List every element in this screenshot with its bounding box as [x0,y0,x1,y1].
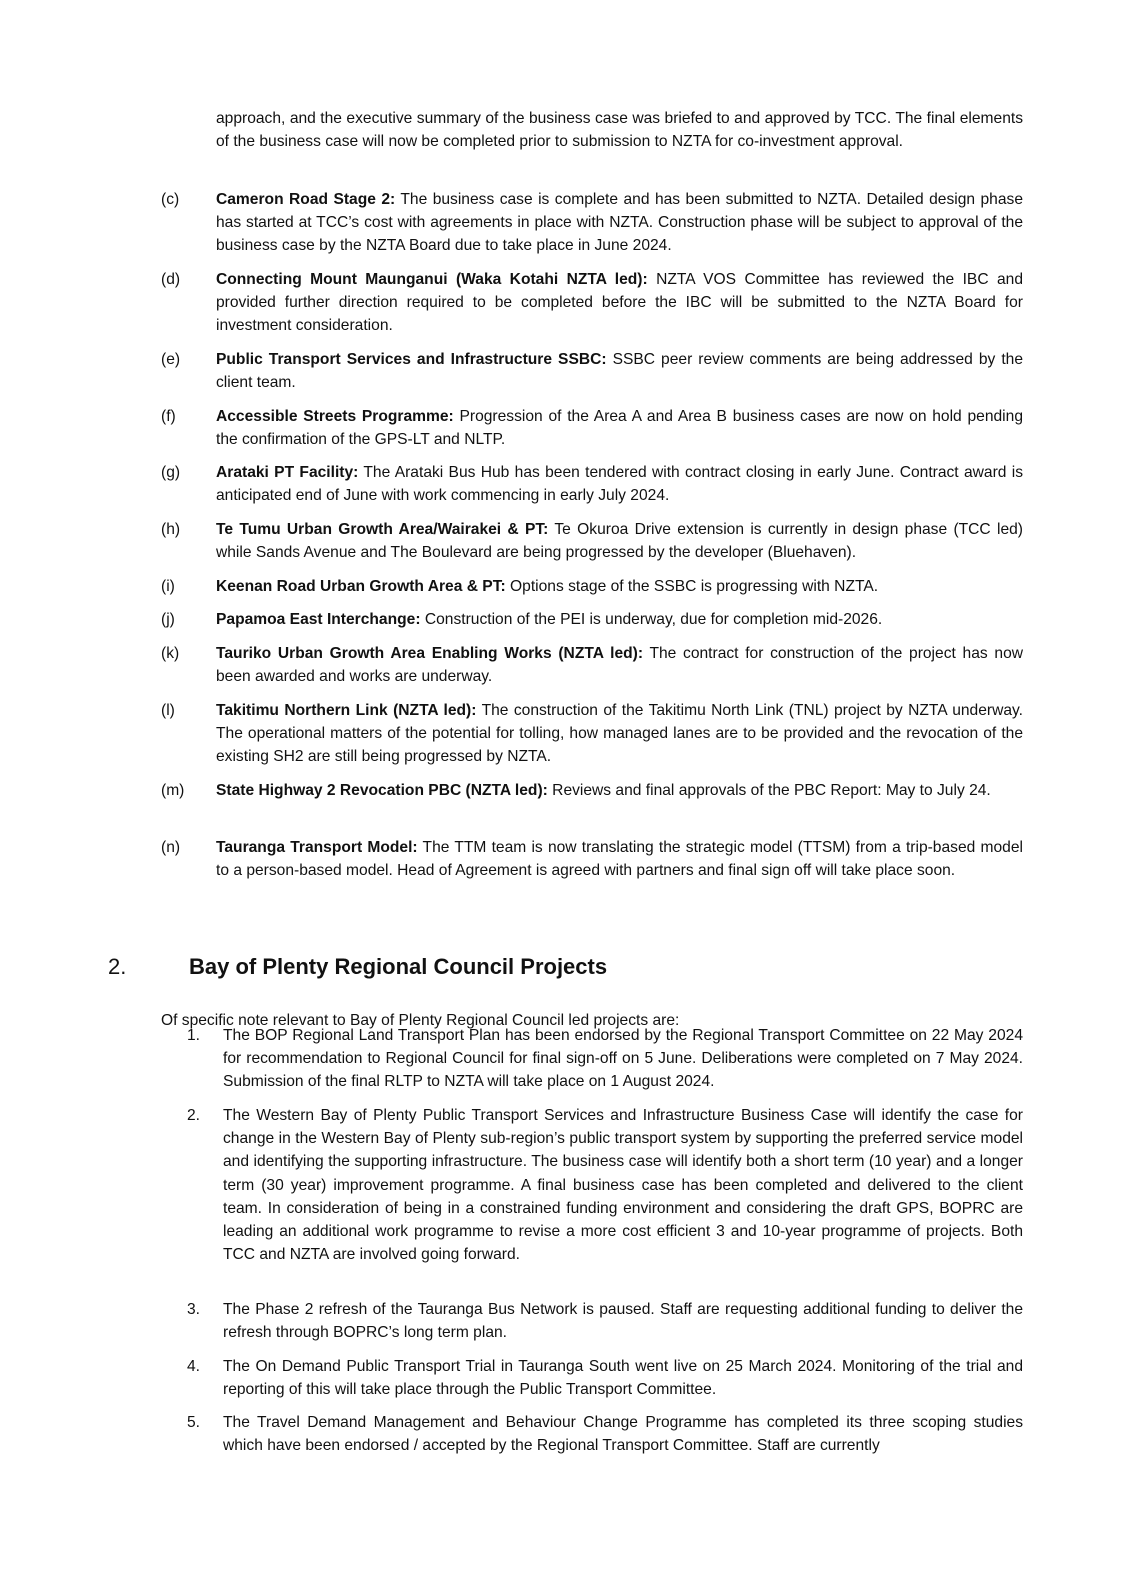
item-text: The BOP Regional Land Transport Plan has been endorsed by the Regional Transport Committee on 22 May 2024 for recommendation to Regional Council for final sign-off on 5 June. Deliberations were completed on 7 May 2024. Submission of the final RLTP to NZTA will take place on 1 August 2024. [223,1027,1023,1091]
item-text: Construction of the PEI is underway, due for completion mid-2026. [420,611,883,628]
item-text: The Western Bay of Plenty Public Transport Services and Infrastructure Business Case will identify the case for change in the Western Bay of Plenty sub-region’s public transport system by supporting the preferred service model and identifying the supporting infrastructure. The business case will identify both a short term (10 year) and a longer term (30 year) improvement programme. A final business case has been completed and delivered to the client team. In consideration of being in a constrained funding environment and considering the draft GPS, BOPRC are leading an additional work programme to revise a more cost efficient 3 and 10-year programme of projects. Both TCC and NZTA are involved going forward. [223,1107,1023,1264]
item-body [216,836,1023,882]
continuation-paragraph: approach, and the executive summary of the business case was briefed to and approved by TCC. The final elements of the business case will now be completed prior to submission to NZTA for co-investment approval. [216,110,1023,151]
item-body [216,348,1023,394]
item-label: (e) [161,351,181,368]
item-text: Reviews and final approvals of the PBC Report: May to July 24. [547,782,991,799]
item-body [216,608,1023,631]
item-term: Connecting Mount Maunganui (Waka Kotahi NZTA led): [216,271,648,288]
item-term: Accessible Streets Programme: [216,408,454,425]
item-label: (m) [161,782,185,799]
item-label: (f) [161,408,176,425]
item-body [216,518,1023,564]
item-term: Tauriko Urban Growth Area Enabling Works (NZTA led): [216,645,644,662]
item-label: (h) [161,521,181,538]
section-title: Bay of Plenty Regional Council Projects [189,954,608,979]
item-label: 3. [187,1301,201,1318]
item-label: 2. [187,1107,201,1124]
item-label: 5. [187,1414,201,1431]
item-label: (n) [161,839,181,856]
item-body [216,575,1023,598]
item-term: State Highway 2 Revocation PBC (NZTA led): [216,782,548,799]
item-label: (j) [161,611,175,628]
item-term: Tauranga Transport Model: [216,839,418,856]
item-label: (i) [161,578,175,595]
item-text: The Travel Demand Management and Behaviour Change Programme has completed its three scoping studies which have been endorsed / accepted by the Regional Transport Committee. Staff are currently [223,1414,1023,1455]
item-body [216,779,1023,802]
item-text: The TTM team is now translating the strategic model (TTSM) from a trip-based model to a person-based model. Head of Agreement is agreed with partners and final sign off will take place soon. [216,839,1023,880]
section-intro: Of specific note relevant to Bay of Plenty Regional Council led projects are: [161,1012,680,1029]
item-body [216,461,1023,507]
item-text: The business case is complete and has been submitted to NZTA. Detailed design phase has started at TCC’s cost with agreements in place with NZTA. Construction phase will be subject to approval of the business case by the NZTA Board due to take place in June 2024. [216,191,1023,255]
item-body [216,188,1023,258]
item-text: The Phase 2 refresh of the Tauranga Bus Network is paused. Staff are requesting additional funding to deliver the refresh through BOPRC’s long term plan. [223,1301,1023,1342]
item-label: (k) [161,645,180,662]
item-text: The Arataki Bus Hub has been tendered with contract closing in early June. Contract award is anticipated end of June with work commencing in early July 2024. [216,464,1024,505]
item-text: The construction of the Takitimu North Link (TNL) project by NZTA underway. The operational matters of the potential for tolling, how managed lanes are to be provided and the revocation of the existing SH2 are still being progressed by NZTA. [216,702,1023,766]
item-term: Keenan Road Urban Growth Area & PT: [216,578,506,595]
section-number: 2. [108,954,127,979]
item-text: The contract for construction of the project has now been awarded and works are underway. [216,645,1023,686]
item-body [216,699,1023,769]
item-body [216,405,1023,451]
item-label: (d) [161,271,181,288]
item-text: Options stage of the SSBC is progressing with NZTA. [505,578,879,595]
item-text: SSBC peer review comments are being addressed by the client team. [216,351,1024,392]
item-text: The On Demand Public Transport Trial in Tauranga South went live on 25 March 2024. Monitoring of the trial and reporting of this will take place through the Public Transport Committee. [223,1358,1023,1399]
item-label: 1. [187,1027,201,1044]
item-term: Cameron Road Stage 2: [216,191,396,208]
item-body [216,268,1023,338]
item-term: Te Tumu Urban Growth Area/Wairakei & PT: [216,521,549,538]
item-label: (c) [161,191,180,208]
item-label: (g) [161,464,181,481]
item-body [216,642,1023,688]
item-term: Public Transport Services and Infrastructure SSBC: [216,351,607,368]
item-label: (l) [161,702,175,719]
item-term: Takitimu Northern Link (NZTA led): [216,702,477,719]
item-term: Arataki PT Facility: [216,464,359,481]
item-label: 4. [187,1358,201,1375]
item-term: Papamoa East Interchange: [216,611,421,628]
item-text: NZTA VOS Committee has reviewed the IBC and provided further direction required to be completed before the IBC will be submitted to the NZTA Board for investment consideration. [216,271,1023,335]
item-text: Te Okuroa Drive extension is currently in design phase (TCC led) while Sands Avenue and The Boulevard are being progressed by the developer (Bluehaven). [216,521,1023,562]
item-text: Progression of the Area A and Area B business cases are now on hold pending the confirmation of the GPS-LT and NLTP. [216,408,1023,449]
